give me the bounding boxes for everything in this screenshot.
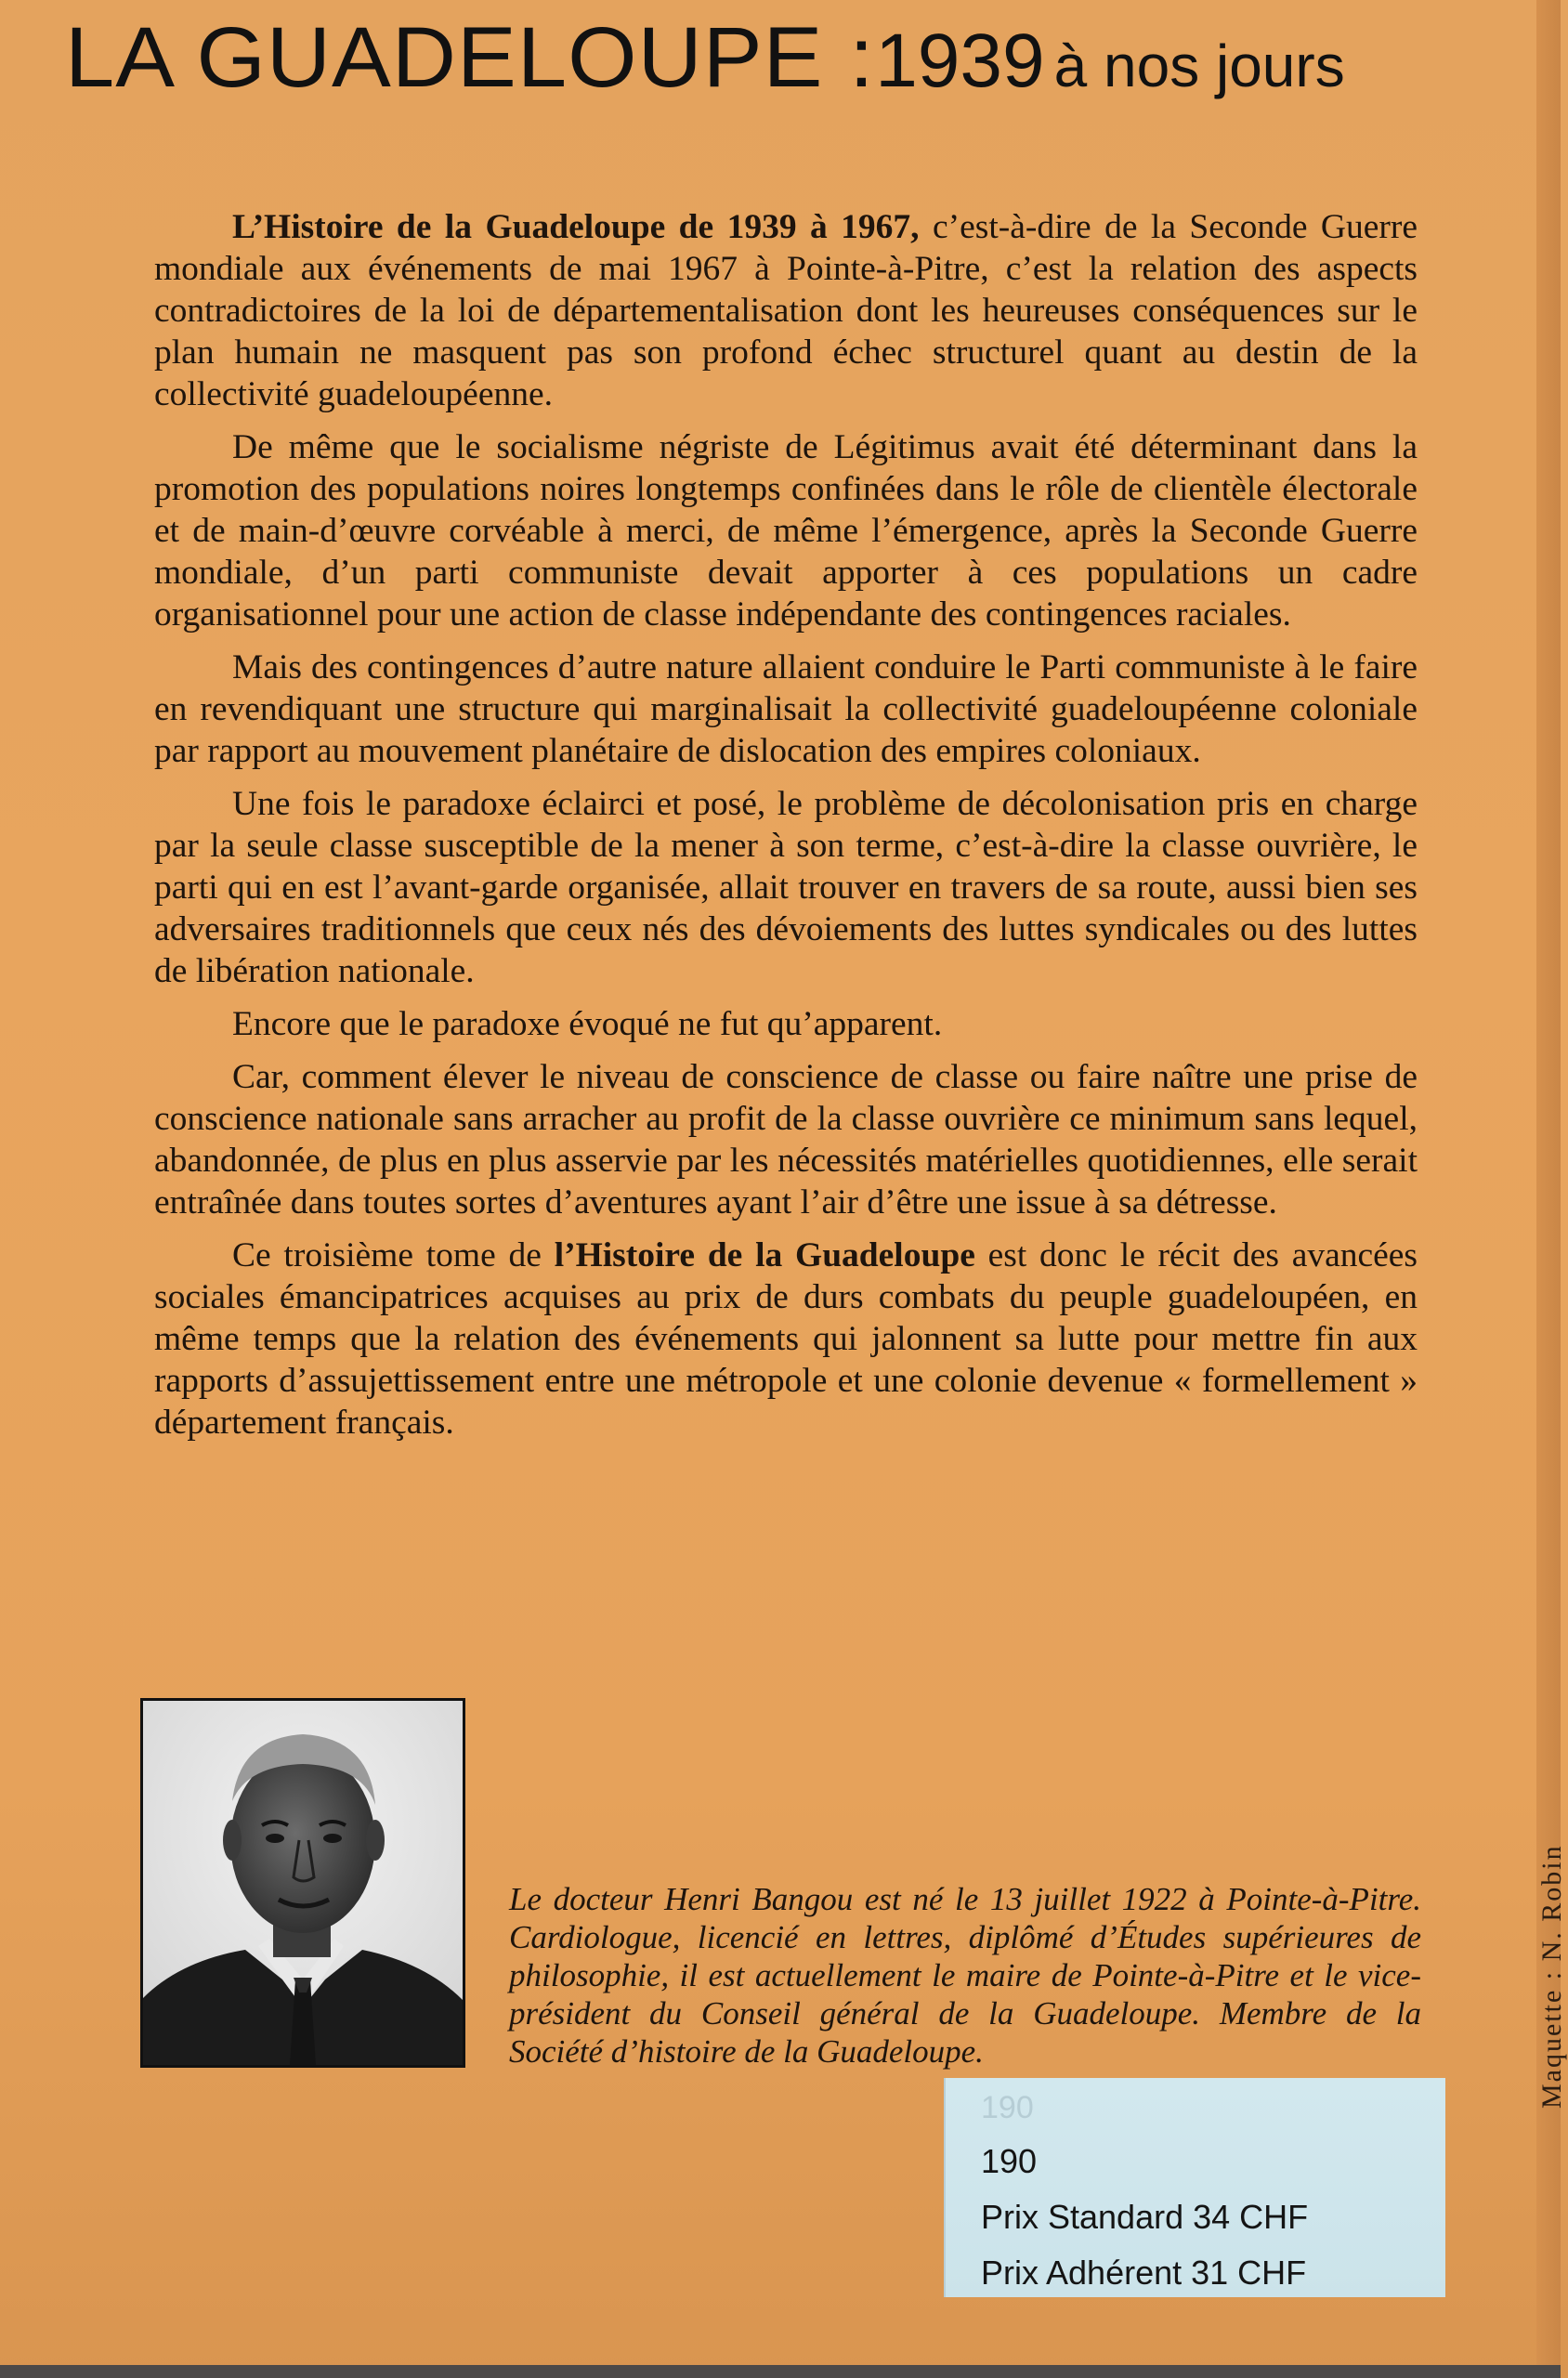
blurb-paragraph-5: Encore que le paradoxe évoqué ne fut qu’apparent.	[232, 1005, 943, 1043]
blurb	[154, 206, 1418, 1455]
layout-credit: Maquette : N. Robin	[1536, 1844, 1567, 2109]
sticker-ghost-code: 190	[981, 2090, 1034, 2125]
sticker-lines	[981, 2134, 1308, 2301]
book-title	[65, 10, 1514, 117]
sticker-code: 190	[981, 2142, 1038, 2180]
sticker-price-standard: Prix Standard 34 CHF	[981, 2198, 1309, 2236]
blurb-paragraph-2: De même que le socialisme négriste de Légitimus avait été déterminant dans la promotion des populations noires longtemps confinées dans le rôle de clientèle électorale et de main-d’œuvre corvéable à merci, de même l’émergence, après la Seconde Guerre mondiale, d’un parti communiste devait apporter à ces populations un cadre organisationnel pour une action de classe indépendante des contingences raciales.	[154, 428, 1418, 634]
blurb-paragraph-4: Une fois le paradoxe éclairci et posé, le problème de décolonisation pris en charge par la seule classe susceptible de la mener à son terme, c’est-à-dire la classe ouvrière, le parti qui en est l’avant-garde organisée, allait trouver en travers de sa route, aussi bien ses adversaires traditionnels que ceux nés des dévoiements des luttes syndicales ou des luttes de libération nationale.	[154, 785, 1418, 990]
blurb-p1-bold: L’Histoire de la Guadeloupe de 1939 à 1967,	[232, 208, 920, 246]
blurb-p7-bold: l’Histoire de la Guadeloupe	[554, 1236, 975, 1274]
blurb-p7-text: est donc le récit des avancées sociales émancipatrices acquises au prix de durs combats du peuple guadeloupéen, en même temps que la relation des événements qui jalonnent sa lutte pour mettre fin aux rapports d’assujettissement entre une métropole et une colonie devenue « formellement » département français.	[154, 1236, 1418, 1442]
blurb-paragraph-3: Mais des contingences d’autre nature allaient conduire le Parti communiste à le faire en revendiquant une structure qui marginalisait la collectivité guadeloupéenne coloniale par rapport au mouvement planétaire de dislocation des empires coloniaux.	[154, 648, 1418, 770]
cover-bottom-edge	[0, 2365, 1561, 2378]
title-main: LA GUADELOUPE :	[65, 10, 875, 105]
sticker-price-member: Prix Adhérent 31 CHF	[981, 2254, 1307, 2292]
blurb-p1-text: c’est-à-dire de la Seconde Guerre mondiale aux événements de mai 1967 à Pointe-à-Pitre, c’est la relation des aspects contradictoires de la loi de départementalisation dont les heureuses conséquences sur le plan humain ne masquent pas son profond échec structurel quant au destin de la collectivité guadeloupéenne.	[154, 208, 1418, 413]
title-rest: à nos jours	[1053, 33, 1345, 99]
blurb-paragraph-6: Car, comment élever le niveau de conscience de classe ou faire naître une prise de conscience nationale sans arracher au profit de la classe ouvrière ce minimum sans lequel, abandonnée, de plus en plus asservie par les nécessités matérielles quotidiennes, elle serait entraînée dans toutes sortes d’aventures ayant l’air d’être une issue à sa détresse.	[154, 1058, 1418, 1222]
author-bio: Le docteur Henri Bangou est né le 13 juillet 1922 à Pointe-à-Pitre. Cardiologue, licencié en lettres, diplômé d’Études supérieures de philosophie, il est actuellement le maire de Pointe-à-Pitre et le vice-président du Conseil général de la Guadeloupe. Membre de la Société d’histoire de la Guadeloupe.	[509, 1881, 1421, 2070]
blurb-paragraph-1	[154, 206, 1418, 415]
blurb-paragraph-7	[154, 1235, 1418, 1444]
title-years: 1939	[875, 19, 1045, 103]
author-portrait	[143, 1701, 463, 2065]
price-sticker	[944, 2078, 1445, 2297]
author-photo	[140, 1698, 465, 2068]
blurb-p7-pre: Ce troisième tome de	[232, 1236, 555, 1274]
